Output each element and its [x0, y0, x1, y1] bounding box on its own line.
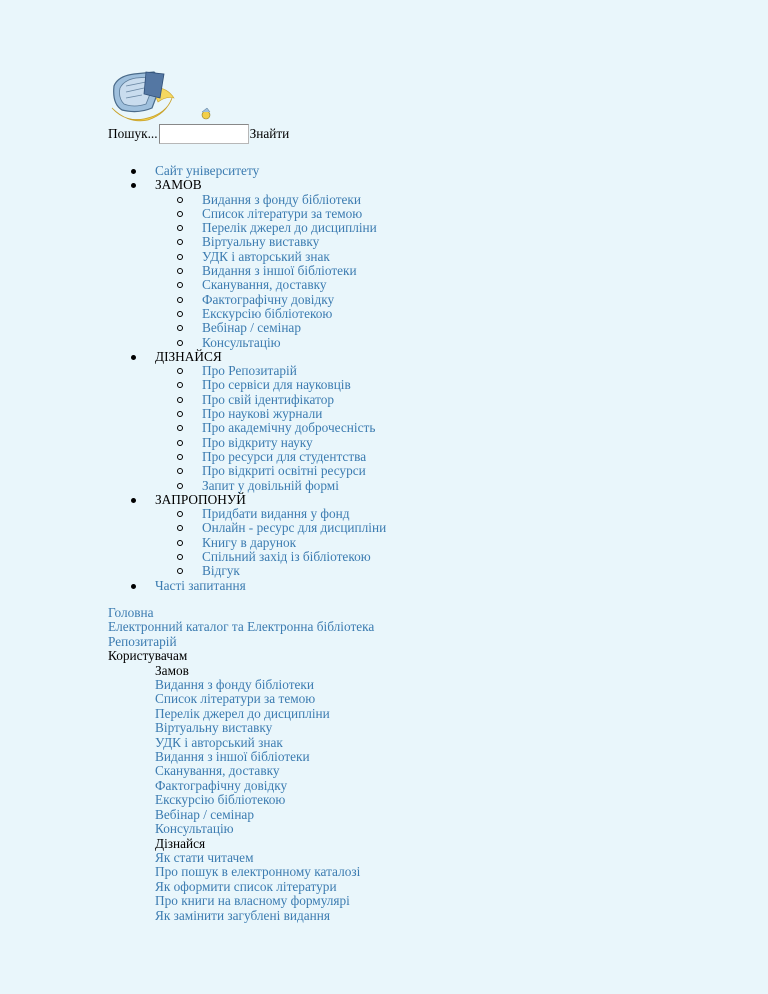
nav-order-link[interactable]: Вебінар / семінар [155, 806, 254, 822]
nav-learn-link[interactable]: Про книги на власному формулярі [155, 893, 350, 909]
menu-order-label[interactable]: ЗАМОВ [155, 177, 202, 193]
nav-order-link[interactable]: Список літератури за темою [155, 691, 316, 707]
submenu-item[interactable] [155, 321, 386, 335]
propose-submenu [155, 507, 386, 578]
menu-item-site[interactable] [108, 164, 386, 178]
menu-item-faq[interactable] [108, 579, 386, 593]
menu-learn-label[interactable]: ДІЗНАЙСЯ [155, 348, 222, 364]
submenu-link[interactable]: Вебінар / семінар [202, 320, 301, 336]
submenu-link[interactable]: Про сервіси для науковців [202, 377, 351, 393]
nav-order-link[interactable]: Екскурсію бібліотекою [155, 792, 286, 808]
submenu-link[interactable]: Екскурсію бібліотекою [202, 305, 333, 321]
submenu-item[interactable] [155, 564, 386, 578]
nav-learn-heading[interactable]: Дізнайся [155, 835, 206, 851]
submenu-link[interactable]: Віртуальну виставку [202, 234, 320, 250]
submenu-item[interactable] [155, 336, 386, 350]
submenu-item[interactable] [155, 307, 386, 321]
submenu-item[interactable] [155, 436, 386, 450]
submenu-link[interactable]: Відгук [202, 563, 240, 579]
faq-link[interactable]: Часті запитання [155, 577, 246, 593]
submenu-item[interactable] [155, 507, 386, 521]
nav-learn-link[interactable]: Як оформити список літератури [155, 878, 337, 894]
nav-order-link[interactable]: УДК і авторський знак [155, 734, 283, 750]
submenu-item[interactable] [155, 393, 386, 407]
nav-order-heading[interactable]: Замов [155, 662, 189, 678]
nav-home-link[interactable]: Головна [108, 605, 154, 620]
nav-order-link[interactable]: Перелік джерел до дисципліни [155, 705, 330, 721]
submenu-item[interactable] [155, 479, 386, 493]
nav-catalog-link[interactable]: Електронний каталог та Електронна бібліотека [108, 619, 375, 635]
submenu-link[interactable]: УДК і авторський знак [202, 248, 330, 264]
submenu-link[interactable]: Про відкриті освітні ресурси [202, 463, 366, 479]
submenu-link[interactable]: Видання з фонду бібліотеки [202, 191, 362, 207]
submenu-link[interactable]: Про Репозитарій [202, 363, 297, 379]
search-button[interactable]: Знайти [249, 126, 290, 141]
submenu-item[interactable] [155, 421, 386, 435]
submenu-item[interactable] [155, 278, 386, 292]
nav-order-link[interactable]: Віртуальну виставку [155, 720, 273, 736]
submenu-link[interactable]: Видання з іншої бібліотеки [202, 263, 357, 279]
search-label: Пошук... [108, 126, 158, 141]
submenu-link[interactable]: Перелік джерел до дисципліни [202, 220, 377, 236]
nav-learn-link[interactable]: Про пошук в електронному каталозі [155, 864, 361, 880]
submenu-link[interactable]: Про ресурси для студентства [202, 448, 367, 464]
submenu-link[interactable]: Фактографічну довідку [202, 291, 335, 307]
menu-propose-label[interactable]: ЗАПРОПОНУЙ [155, 491, 246, 507]
submenu-link[interactable]: Спільний захід із бібліотекою [202, 549, 371, 565]
submenu-item[interactable] [155, 464, 386, 478]
submenu-link[interactable]: Онлайн - ресурс для дисципліни [202, 520, 387, 536]
nav-order-link[interactable]: Видання з фонду бібліотеки [155, 677, 315, 693]
submenu-item[interactable] [155, 207, 386, 221]
submenu-link[interactable]: Придбати видання у фонд [202, 506, 350, 522]
submenu-item[interactable] [155, 550, 386, 564]
submenu-link[interactable]: Про свій ідентифікатор [202, 391, 335, 407]
submenu-link[interactable]: Про наукові журнали [202, 406, 323, 422]
submenu-item[interactable] [155, 293, 386, 307]
menu-item-learn[interactable] [108, 350, 386, 493]
nav-order-link[interactable]: Консультацію [155, 821, 234, 837]
nav-order-link[interactable]: Видання з іншої бібліотеки [155, 749, 310, 765]
submenu-item[interactable] [155, 193, 386, 207]
submenu-link[interactable]: Консультацію [202, 334, 281, 350]
main-menu [108, 164, 386, 593]
users-submenu [108, 664, 374, 923]
submenu-link[interactable]: Список літератури за темою [202, 205, 363, 221]
submenu-item[interactable] [155, 221, 386, 235]
nav-learn-link[interactable]: Як стати читачем [155, 849, 254, 865]
menu-item-propose[interactable] [108, 493, 386, 579]
nav-repository-link[interactable]: Репозитарій [108, 633, 177, 649]
submenu-link[interactable]: Про відкриту науку [202, 434, 313, 450]
submenu-item[interactable] [155, 378, 386, 392]
submenu-link[interactable]: Сканування, доставку [202, 277, 327, 293]
submenu-link[interactable]: Книгу в дарунок [202, 534, 297, 550]
learn-submenu [155, 364, 386, 493]
submenu-item[interactable] [155, 235, 386, 249]
library-logo-icon[interactable] [108, 68, 226, 128]
submenu-item[interactable] [155, 364, 386, 378]
submenu-item[interactable] [155, 450, 386, 464]
secondary-nav [108, 606, 374, 923]
search-input[interactable] [159, 124, 249, 144]
nav-learn-link[interactable]: Як замінити загублені видання [155, 907, 330, 923]
site-link[interactable]: Сайт університету [155, 163, 260, 178]
submenu-item[interactable] [155, 264, 386, 278]
submenu-link[interactable]: Про академічну доброчесність [202, 420, 376, 436]
submenu-link[interactable]: Запит у довільній формі [202, 477, 339, 493]
submenu-item[interactable] [155, 521, 386, 535]
nav-order-link[interactable]: Фактографічну довідку [155, 777, 288, 793]
submenu-item[interactable] [155, 407, 386, 421]
menu-item-order[interactable] [108, 178, 386, 350]
order-submenu [155, 193, 386, 350]
nav-users-label[interactable]: Користувачам [108, 648, 188, 664]
submenu-item[interactable] [155, 536, 386, 550]
submenu-item[interactable] [155, 250, 386, 264]
search-bar [108, 122, 289, 146]
nav-order-link[interactable]: Сканування, доставку [155, 763, 280, 779]
